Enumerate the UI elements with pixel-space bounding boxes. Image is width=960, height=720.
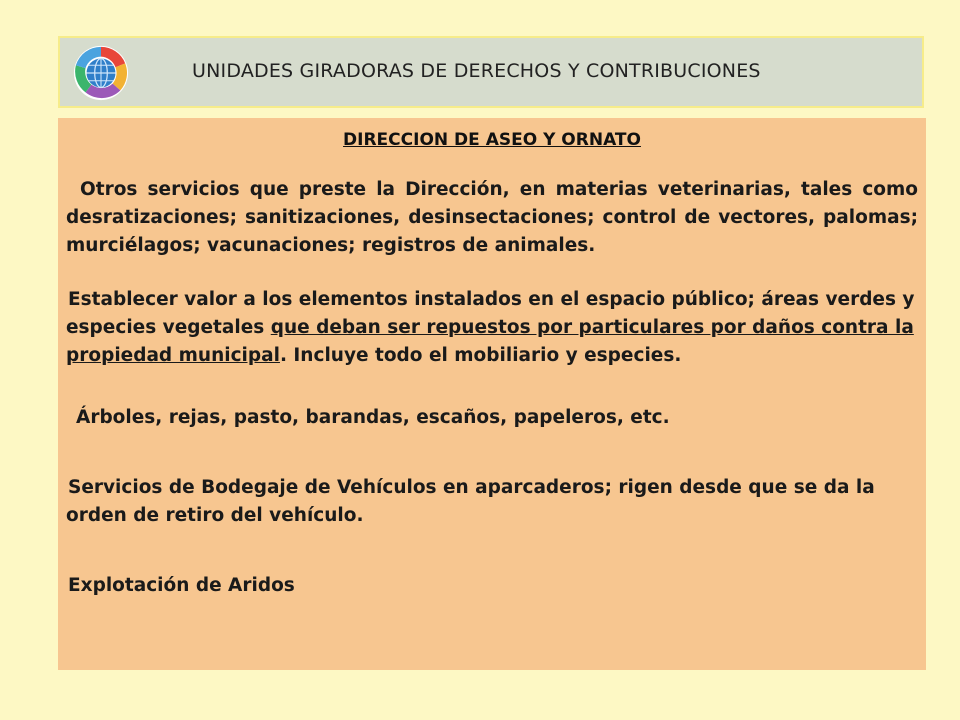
paragraph-veterinary-services: Otros servicios que preste la Dirección, en materias veterinarias, tales como desratizaciones; sanitizaciones, desinsectaciones; control de vectores, palomas; murciélagos; vacunaciones; registros de animales. [66,179,918,256]
paragraph-aggregates: Explotación de Aridos [68,575,295,596]
paragraph-vehicle-storage: Servicios de Bodegaje de Vehículos en aparcaderos; rigen desde que se da la orden de retiro del vehículo. [66,477,875,526]
header-bar [58,36,924,108]
paragraph-2-end: . Incluye todo el mobiliario y especies. [279,345,682,366]
section-title: DIRECCION DE ASEO Y ORNATO [343,130,641,150]
paragraph-public-space-elements [66,286,918,370]
paragraph-furniture-list: Árboles, rejas, pasto, barandas, escaños, papeleros, etc. [76,407,670,428]
paragraph-2-start: Establecer valor a los elementos instalados en el espacio público; áreas verdes y especies vegetales [66,289,915,338]
content-panel [58,118,926,670]
globe-logo-icon [72,44,130,102]
header-title: UNIDADES GIRADORAS DE DERECHOS Y CONTRIBUCIONES [192,60,761,82]
paragraph-2-underlined: que deban ser repuestos por particulares por daños contra la propiedad municipal [66,317,914,366]
